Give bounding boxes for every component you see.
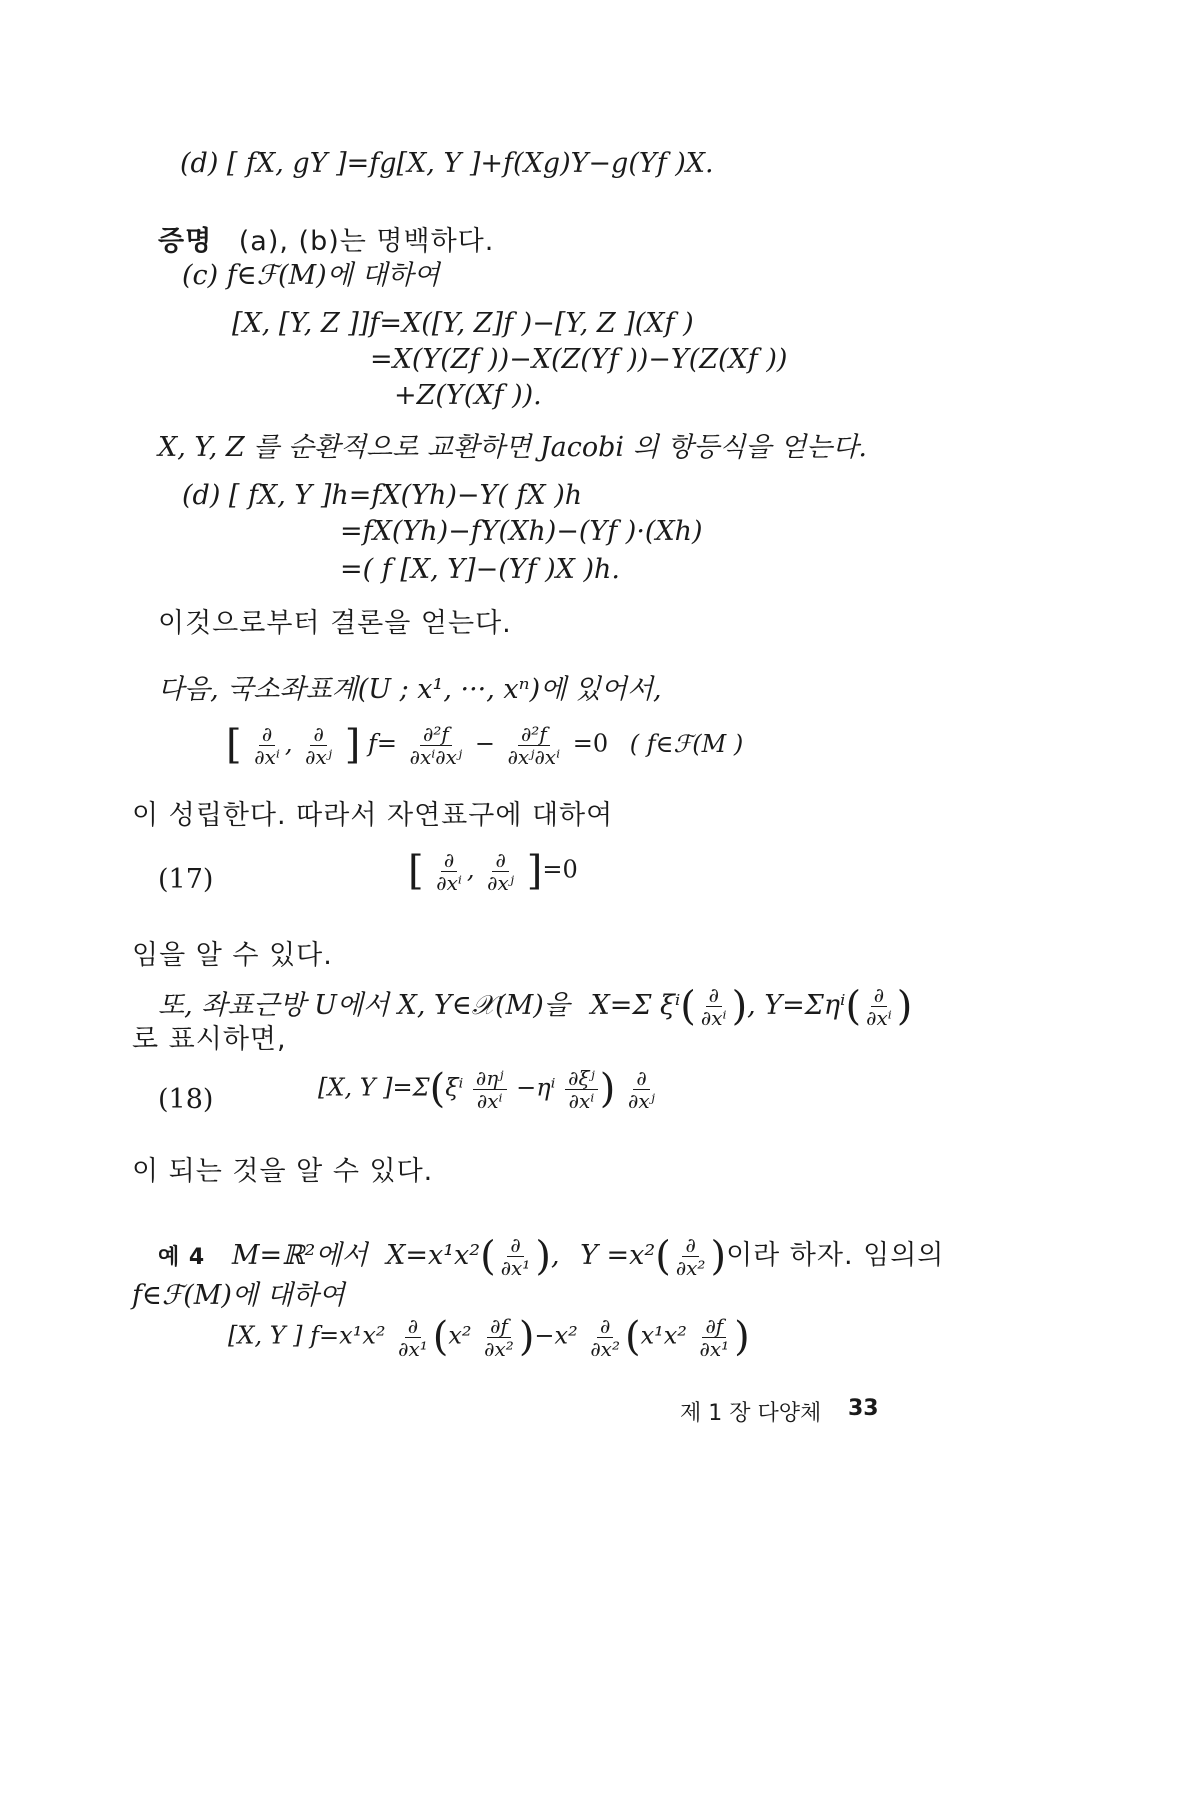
eq17-label: (17) [158,864,214,895]
proof-c-eq2: =X(Y(Zf ))−X(Z(Yf ))−Y(Z(Xf )) [370,344,788,375]
represent-line: 로 표시하면, [132,1024,287,1055]
jacobi-line: X, Y, Z 를 순환적으로 교환하면 Jacobi 의 항등식을 얻는다. [158,432,868,463]
footer-chapter: 제 1 장 다양체 [680,1401,822,1426]
frac-deta-dxi: $\frac{\text{∂ηʲ}}{\text{∂xⁱ}}$ [473,1067,507,1112]
frac-ex-dx1: $\frac{\partial}{\text{∂x¹}}$ [500,1233,531,1280]
eq17: [ $\frac{\partial}{\text{∂xⁱ}}$ , $\frac{\partial}{\text{∂xʲ}}$ ]=0 [408,847,578,895]
frac-d-dxi: $\frac{\partial}{\text{∂xⁱ}}$ [254,721,280,769]
holds-line: 이 성립한다. 따라서 자연표구에 대하여 [132,800,614,831]
local-coord-line: 다음, 국소좌표계(U ; x¹, ···, xⁿ)에 있어서, [158,674,662,705]
proof-line [158,224,494,260]
frac-ex-dx2: $\frac{\partial}{\text{∂x²}}$ [675,1233,706,1280]
frac-d2f-dxjdxi: $\frac{\text{∂²f}}{\text{∂xʲ∂xⁱ}}$ [507,721,561,769]
frac-d-dxj-18: $\frac{\partial}{\text{∂xʲ}}$ [628,1065,655,1113]
proof-c-eq3: +Z(Y(Xf )). [394,380,542,411]
statement-d: (d) [ fX, gY ]=fg[X, Y ]+f(Xg)Y−g(Yf )X. [180,148,714,179]
proof-ab: (a), (b)는 명백하다. [238,226,495,257]
bracket-formula: [ $\frac{\partial}{\text{∂xⁱ}}$ , $\frac{\partial}{\text{∂xʲ}}$ ] f= $\frac{\text{∂²f}}{\text{∂xⁱ∂xʲ}}$ − $\frac{\text{∂²f}}{\text{∂xʲ∂xⁱ}}$ =0 ( f∈ℱ(M ) [226,721,744,769]
proof-c-eq1: [X, [Y, Z ]]f=X([Y, Z]f )−[Y, Z ](Xf ) [232,308,694,339]
page-number: 33 [848,1396,879,1421]
example-label: 예 4 [158,1245,206,1270]
frac-exb-df-dx1: $\frac{\partial f}{\text{∂x¹}}$ [699,1313,730,1361]
proof-d-eq2: =fX(Yh)−fY(Xh)−(Yf )·(Xh) [340,516,703,547]
know-line: 임을 알 수 있다. [132,940,333,971]
frac-d-dxj: $\frac{\partial}{\text{∂xʲ}}$ [305,721,333,769]
proof-label: 증명 [158,226,213,257]
frac-Y-dxi: $\frac{\partial}{\text{∂xⁱ}}$ [866,983,892,1030]
frac-17-dxj: $\frac{\partial}{\text{∂xʲ}}$ [487,847,515,895]
also-line: 또, 좌표근방 U에서 X, Y∈𝒳(M)을 X=Σ ξⁱ( $\frac{\partial}{\text{∂xⁱ}}$ ), Y=Σηⁱ( $\frac{\partial}{\text{∂xⁱ}}$ ) [158,983,913,1030]
becomes-line: 이 되는 것을 알 수 있다. [132,1156,434,1187]
frac-exb-df-dx2: $\frac{\partial f}{\text{∂x²}}$ [484,1313,514,1361]
eq18-label: (18) [158,1084,214,1115]
eq18: [X, Y ]=Σ(ξⁱ $\frac{\text{∂ηʲ}}{\text{∂xⁱ}}$ −ηⁱ $\frac{\text{∂ξʲ}}{\text{∂xⁱ}}$ ) $\frac{\partial}{\text{∂xʲ}}$ [318,1066,660,1112]
frac-exb-dx1: $\frac{\partial}{\text{∂x¹}}$ [398,1313,428,1361]
frac-dxi-dxi: $\frac{\text{∂ξʲ}}{\text{∂xⁱ}}$ [565,1067,598,1112]
frac-X-dxi: $\frac{\partial}{\text{∂xⁱ}}$ [700,983,727,1030]
frac-d2f-dxidxj: $\frac{\text{∂²f}}{\text{∂xⁱ∂xʲ}}$ [409,721,463,769]
proof-d-eq3: =( f [X, Y]−(Yf )X )h. [340,554,620,585]
proof-c-intro: (c) f∈ℱ(M)에 대하여 [182,260,440,291]
conclusion-line: 이것으로부터 결론을 얻는다. [158,608,512,639]
frac-exb-dx2: $\frac{\partial}{\text{∂x²}}$ [590,1313,620,1361]
example-f-line: f∈ℱ(M)에 대하여 [132,1280,345,1311]
example-bracket-eq: [X, Y ] f=x¹x² $\frac{\partial}{\text{∂x¹}}$ (x² $\frac{\partial f}{\text{∂x²}}$ )−x² $\frac{\partial}{\text{∂x²}}$ (x¹x² $\frac{\partial f}{\text{∂x¹}}$ ) [228,1313,750,1361]
frac-17-dxi: $\frac{\partial}{\text{∂xⁱ}}$ [436,847,462,895]
example-line: 예 4 M=ℝ²에서 X=x¹x²( $\frac{\partial}{\text{∂x¹}}$ ), Y =x²( $\frac{\partial}{\text{∂x²}}$ )이라 하자. 임의의 [158,1233,945,1280]
proof-d-eq1: (d) [ fX, Y ]h=fX(Yh)−Y( fX )h [182,480,583,511]
